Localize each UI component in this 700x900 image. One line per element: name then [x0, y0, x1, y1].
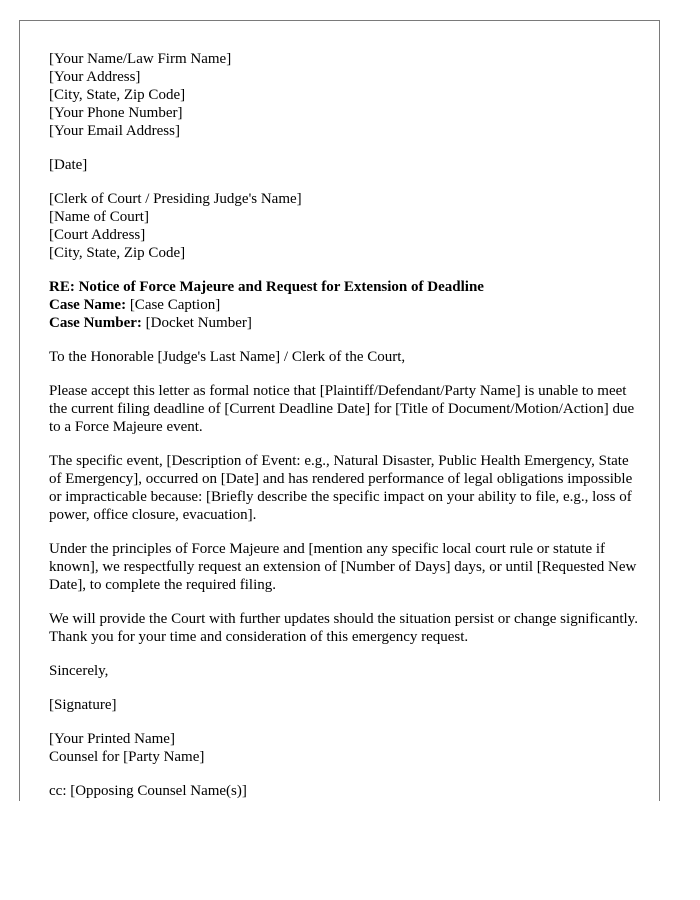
sender-email: [Your Email Address]	[49, 123, 180, 139]
cc-line: cc: [Opposing Counsel Name(s)]	[49, 783, 247, 799]
salutation: To the Honorable [Judge's Last Name] / Clerk of the Court,	[49, 349, 406, 365]
recipient-city: [City, State, Zip Code]	[49, 245, 186, 261]
case-name-value: [Case Caption]	[126, 297, 221, 313]
sender-phone: [Your Phone Number]	[49, 105, 183, 121]
paragraph-updates: We will provide the Court with further updates should the situation persist or change significantly. Thank you for your time and consideration of this emergency request.	[49, 611, 638, 645]
sender-name: [Your Name/Law Firm Name]	[49, 51, 232, 67]
case-number-value: [Docket Number]	[141, 315, 252, 331]
paragraph-request: Under the principles of Force Majeure and [mention any specific local court rule or statute if known], we respectfully request an extension of [Number of Days] days, or until [Requested New Date], to complete the required filing.	[49, 541, 637, 593]
recipient-court: [Name of Court]	[49, 209, 149, 225]
closing: Sincerely,	[49, 663, 109, 679]
counsel-for: Counsel for [Party Name]	[49, 749, 205, 765]
sender-block	[49, 50, 639, 140]
recipient-block	[49, 190, 639, 262]
paragraph-event: The specific event, [Description of Event: e.g., Natural Disaster, Public Health Emergency, State of Emergency], occurred on [Date] and has rendered performance of legal obligations impossible or impracticable because: [Briefly describe the specific impact on your ability to file, e.g., loss of power, office closure, evacuation].	[49, 453, 633, 523]
letter-date: [Date]	[49, 157, 88, 173]
recipient-address: [Court Address]	[49, 227, 146, 243]
case-name-line	[49, 296, 639, 314]
case-number-line	[49, 314, 639, 332]
sender-address: [Your Address]	[49, 69, 141, 85]
re-subject: RE: Notice of Force Majeure and Request for Extension of Deadline	[49, 279, 484, 295]
date-block	[49, 156, 639, 174]
paragraph-notice: Please accept this letter as formal notice that [Plaintiff/Defendant/Party Name] is unable to meet the current filing deadline of [Current Deadline Date] for [Title of Document/Motion/Action] due to a Force Majeure event.	[49, 383, 635, 435]
re-block	[49, 278, 639, 332]
printed-name: [Your Printed Name]	[49, 731, 175, 747]
letter-page	[19, 20, 660, 801]
signature-placeholder: [Signature]	[49, 697, 117, 713]
recipient-name: [Clerk of Court / Presiding Judge's Name]	[49, 191, 302, 207]
case-name-label: Case Name:	[49, 297, 127, 313]
signer-block	[49, 730, 639, 766]
sender-city: [City, State, Zip Code]	[49, 87, 186, 103]
case-number-label: Case Number:	[49, 315, 142, 331]
letter-body	[49, 50, 639, 816]
